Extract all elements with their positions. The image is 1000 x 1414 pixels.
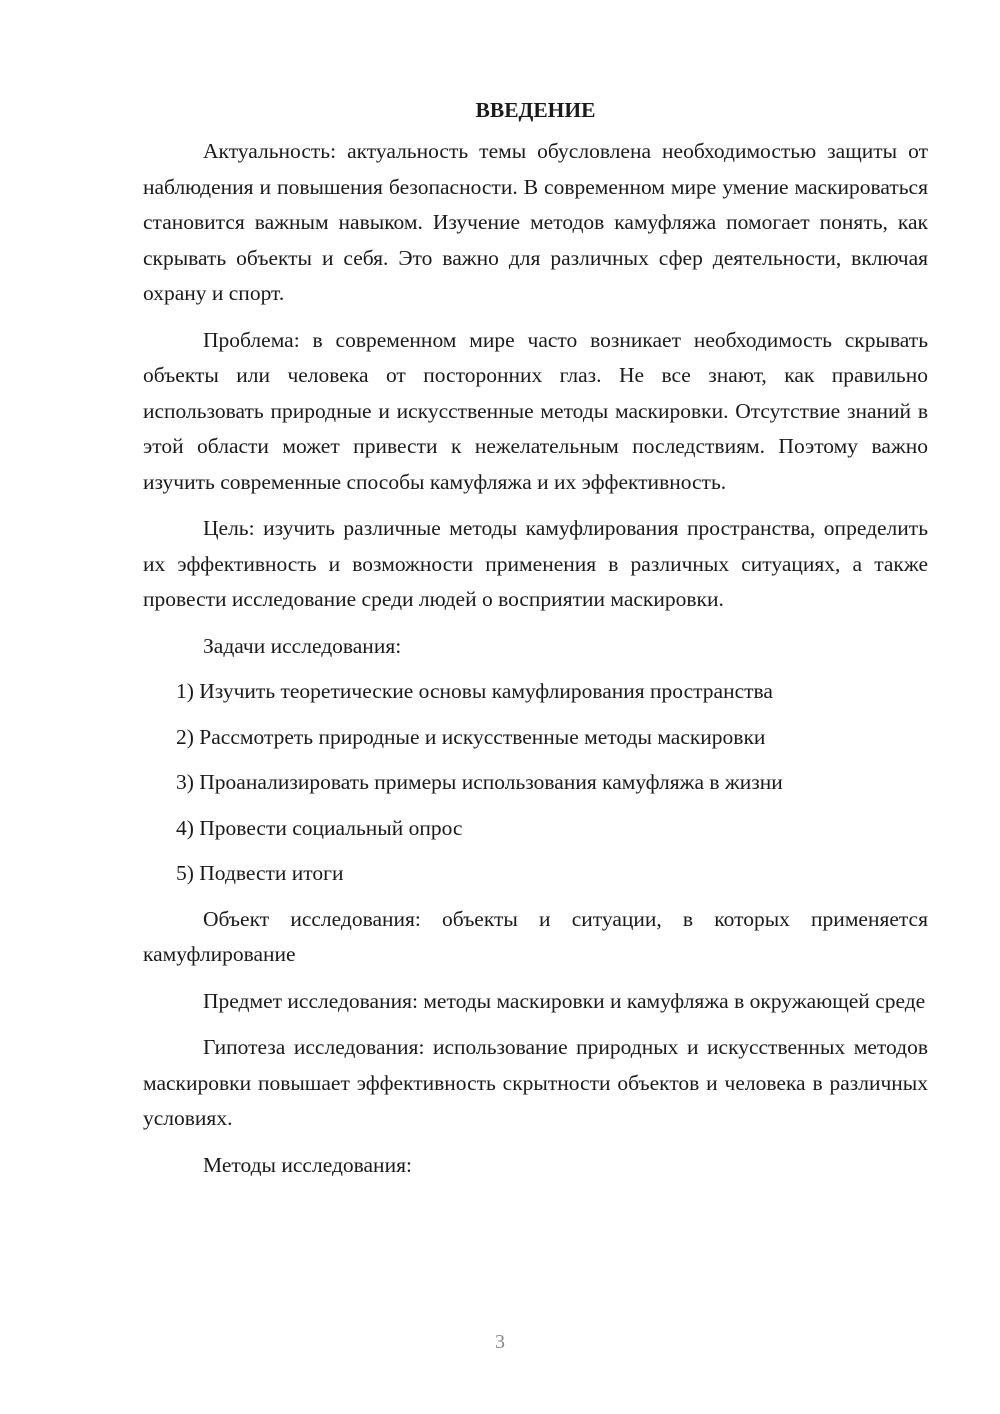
list-item: 5) Подвести итоги — [176, 861, 344, 885]
section-title: ВВЕДЕНИЕ — [475, 98, 596, 122]
tasks-list — [143, 674, 928, 892]
paragraph-relevance: Актуальность: актуальность темы обусловлена необходимостью защиты от наблюдения и повышения безопасности. В современном мире умение маскироваться становится важным навыком. Изучение методов камуфляжа помогает понять, как скрывать объекты и себя. Это важно для различных сфер деятельности, включая охрану и спорт. — [143, 139, 928, 305]
tasks-heading: Задачи исследования: — [203, 633, 402, 658]
list-item: 1) Изучить теоретические основы камуфлирования пространства — [176, 679, 773, 703]
document-page — [143, 92, 928, 1193]
paragraph-subject: Предмет исследования: методы маскировки и камуфляжа в окружающей среде — [203, 988, 926, 1013]
paragraph-hypothesis: Гипотеза исследования: использование природных и искусственных методов маскировки повышает эффективность скрытности объектов и человека в различных условиях. — [143, 1035, 928, 1130]
methods-heading: Методы исследования: — [203, 1152, 412, 1177]
list-item: 3) Проанализировать примеры использования камуфляжа в жизни — [176, 770, 783, 794]
paragraph-goal: Цель: изучить различные методы камуфлирования пространства, определить их эффективность и возможности применения в различных ситуациях, а также провести исследование среди людей о восприятии маскировки. — [143, 516, 928, 611]
page-number: 3 — [495, 1331, 505, 1353]
paragraph-object: Объект исследования: объекты и ситуации, в которых применяется камуфлирование — [143, 906, 928, 966]
list-item: 4) Провести социальный опрос — [176, 815, 463, 840]
paragraph-problem: Проблема: в современном мире часто возникает необходимость скрывать объекты или человека от посторонних глаз. Не все знают, как правильно использовать природные и искусственные методы маскировки. Отсутствие знаний в этой области может привести к нежелательным последствиям. Поэтому важно изучить современные способы камуфляжа и их эффективность. — [143, 327, 928, 494]
list-item: 2) Рассмотреть природные и искусственные методы маскировки — [176, 724, 766, 749]
